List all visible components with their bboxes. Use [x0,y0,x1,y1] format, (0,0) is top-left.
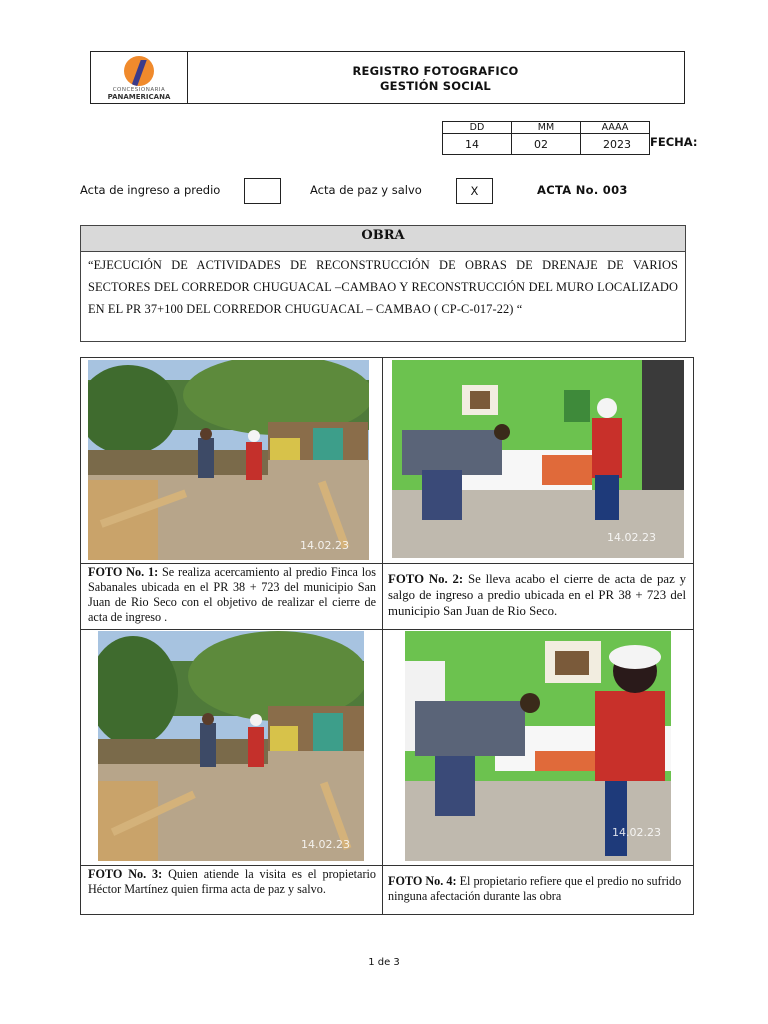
photo-4-caption-text: El propietario refiere que el predio no sufrido ninguna afectación durante las obra [388,874,682,903]
photo-4-label: FOTO No. 4: [388,874,457,888]
photo-2 [392,360,684,558]
photo-3-label: FOTO No. 3: [88,867,163,881]
photo-3-date-stamp: 14.02.23 [301,838,350,851]
logo-text-bottom: PANAMERICANA [107,93,171,101]
date-table [442,121,650,155]
document-header [90,51,685,104]
photo-3-caption-text: Quien atiende la visita es el propietario Héctor Martínez quien firma acta de paz y salvo. [88,867,376,896]
obra-description: “EJECUCIÓN DE ACTIVIDADES DE RECONSTRUCCIÓN DE OBRAS DE DRENAJE DE VARIOS SECTORES DEL CORREDOR CHUGUACAL –CAMBAO Y RECONSTRUCCIÓN DEL MURO LOCALIZADO EN EL PR 37+100 DEL CORREDOR CHUGUACAL – CAMBAO ( CP-C-017-22) “ [88,258,678,316]
logo-text-top: CONCESIONARIA [112,87,166,93]
ingreso-label: Acta de ingreso a predio [80,183,221,197]
photo-1 [88,360,369,560]
ingreso-checkbox [244,178,281,204]
photo-4-date-stamp: 14.02.23 [612,826,661,839]
date-header-day: DD [443,122,512,134]
document-title [187,64,684,94]
title-line-2: GESTIÓN SOCIAL [380,79,491,93]
page-number: 1 de 3 [368,957,400,968]
acta-number: ACTA No. 003 [537,183,628,197]
photo-4-caption [388,874,688,904]
photo-1-caption-text: Se realiza acercamiento al predio Finca los Sabanales ubicada en el PR 38 + 723 del municipio San Juan de Rio Seco con el objetivo de realizar el cierre de acta de ingreso . [88,565,376,624]
photo-1-caption [88,565,376,625]
date-header-year: AAAA [581,122,650,134]
photo-2-caption-text: Se lleva acabo el cierre de acta de paz y salgo de ingreso a predio ubicada en el PR 38 + 723 del municipio San Juan de Rio Seco. [388,572,686,618]
paz-checkbox: X [456,178,493,204]
photo-4 [405,631,671,861]
company-logo [91,52,188,103]
photo-grid [80,357,694,915]
date-day: 14 [443,134,512,155]
photo-3-caption [88,867,376,897]
photo-2-date-stamp: 14.02.23 [607,531,656,544]
paz-label: Acta de paz y salvo [310,183,422,197]
obra-heading: OBRA [81,226,685,252]
date-year: 2023 [581,134,650,155]
photo-2-label: FOTO No. 2: [388,572,464,586]
obra-section [80,225,686,342]
photo-3 [98,631,364,861]
title-line-1: REGISTRO FOTOGRAFICO [352,64,519,78]
photo-1-date-stamp: 14.02.23 [300,539,349,552]
photo-1-label: FOTO No. 1: [88,565,159,579]
date-month: 02 [512,134,581,155]
date-header-month: MM [512,122,581,134]
photo-2-caption [388,571,686,619]
date-label: FECHA: [650,135,698,149]
logo-emblem-icon [124,56,154,86]
